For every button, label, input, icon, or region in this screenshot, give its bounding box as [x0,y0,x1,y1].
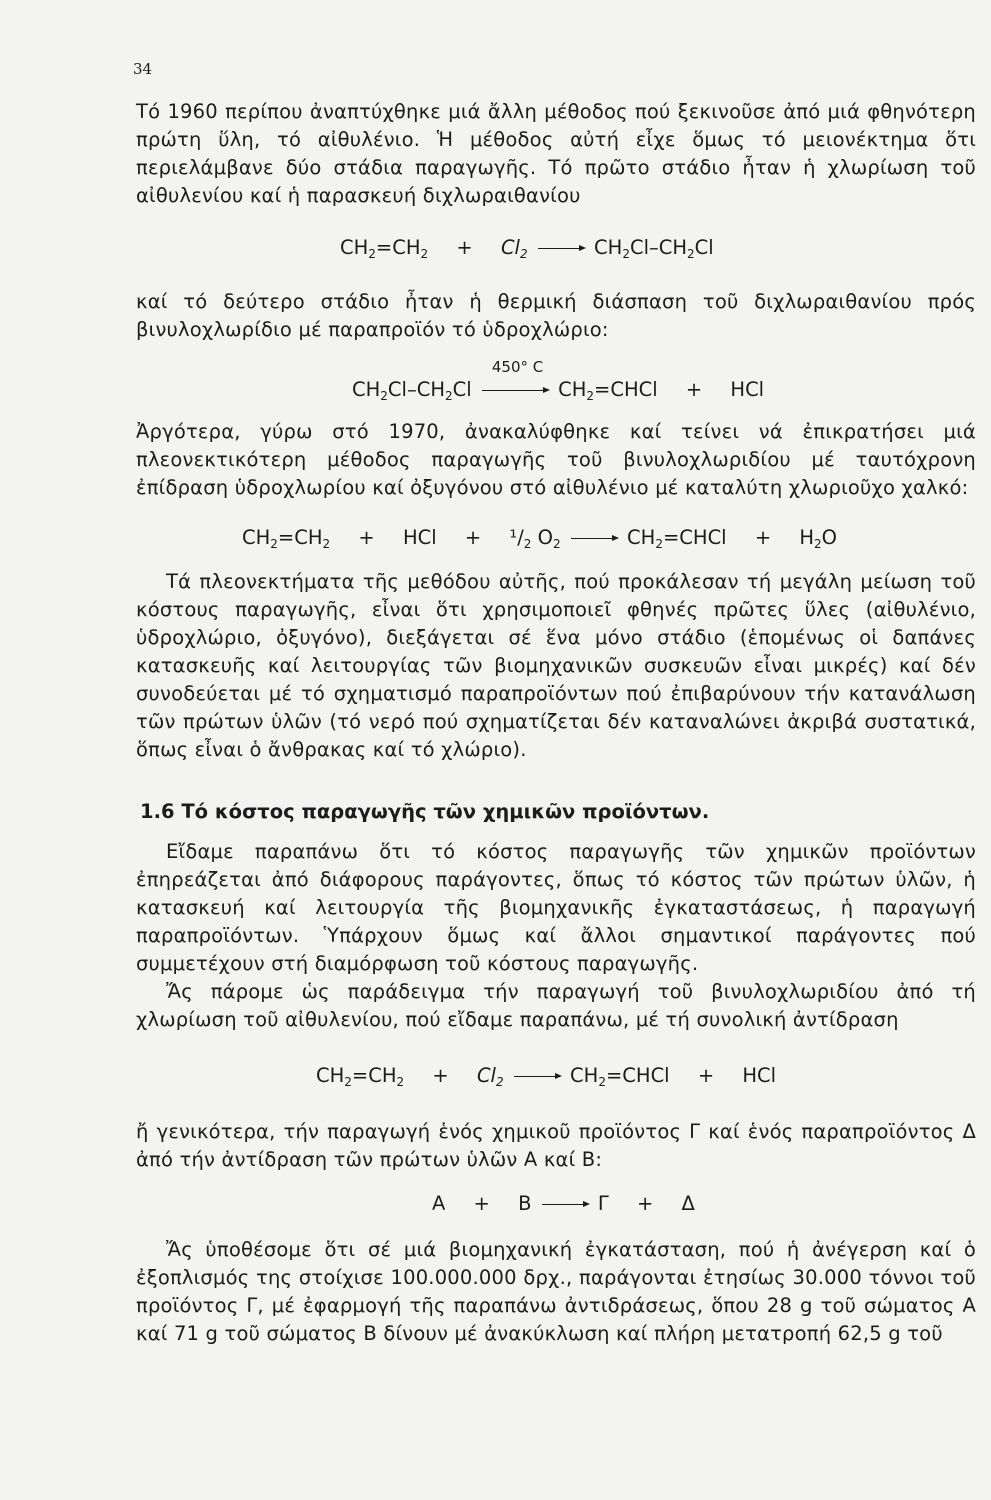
eq5-plus-2: + [636,1192,654,1215]
eq4-reactant-chlorine: $Cl_2$ [476,1064,504,1089]
equation-general [432,1192,695,1215]
equation-pyrolysis [352,358,765,403]
eq2-product-vinyl-chloride: $CH_2=CHCl$ [558,378,658,403]
eq5-product-d: Δ [681,1192,695,1215]
eq3-arrow-icon [571,538,617,539]
eq3-product-water: $H_2O$ [799,526,838,551]
equation-chlorination [340,236,714,261]
eq5-arrow-icon [542,1204,588,1205]
eq2-arrow-group [478,358,552,401]
eq3-reactant-ethylene: $CH_2=CH_2$ [242,526,331,551]
eq5-product-c: Γ [597,1192,609,1215]
eq1-product: $CH_2Cl-CH_2Cl$ [594,236,714,261]
eq5-reactant-b: Β [518,1192,532,1215]
eq5-plus-1: + [473,1192,490,1215]
eq2-plus: + [685,378,703,401]
eq3-plus-3: + [754,526,772,549]
eq4-reactant-ethylene: $CH_2=CH_2$ [316,1064,405,1089]
section-heading: 1.6 Τό κόστος παραγωγῆς τῶν χημικῶν προϊόντων. [140,800,710,823]
paragraph-4: Τά πλεονεκτήματα τῆς μεθόδου αὐτῆς, πού προκάλεσαν τή μεγάλη μείωση τοῦ κόστους παραγωγῆς, εἶναι ὅτι χρησιμοποιεῖ φθηνές πρῶτες ὕλες (αἰθυλένιο, ὑδροχλώριο, ὀξυγόνο), διεξάγεται σέ ἕνα μόνο στάδιο (ἑπομένως οἱ δαπάνες κατασκευῆς καί λειτουργίας τῶν βιομηχανικῶν συσκευῶν εἶναι μικρές) καί δέν συνοδεύεται μέ τό σχηματισμό παραπροϊόντων πού ἐπιβαρύνουν τήν κατανάλωση τῶν πρώτων ὑλῶν (τό νερό πού σχηματίζεται δέν καταναλώνει ἀκριβά συστατικά, ὅπως εἶναι ὁ ἄνθρακας καί τό χλώριο). [136,570,976,761]
paragraph-1: Τό 1960 περίπου ἀναπτύχθηκε μιά ἄλλη μέθοδος πού ξεκινοῦσε ἀπό μιά φθηνότερη πρώτη ὕλη, τό αἰθυλένιο. Ἡ μέθοδος αὐτή εἶχε ὅμως τό μειονέκτημα ὅτι περιελάμβανε δύο στάδια παραγωγῆς. Τό πρῶτο στάδιο ἦταν ἡ χλωρίωση τοῦ αἰθυλενίου καί ἡ παρασκευή διχλωραιθανίου [136,100,976,207]
eq4-plus-2: + [697,1064,715,1087]
eq4-arrow-icon [514,1076,560,1077]
paragraph-3: Ἀργότερα, γύρω στό 1970, ἀνακαλύφθηκε καί τείνει νά ἐπικρατήσει μιά πλεονεκτικότερη μέθοδος παραγωγῆς τοῦ βινυλοχλωριδίου μέ ταυτόχρονη ἐπίδραση ὑδροχλωρίου καί ὀξυγόνου στό αἰθυλένιο μέ καταλύτη χλωριοῦχο χαλκό: [136,420,976,499]
eq2-arrow-icon [482,390,548,391]
page-number: 34 [133,60,153,78]
paragraph-7: ἤ γενικότερα, τήν παραγωγή ἑνός χημικοῦ προϊόντος Γ καί ἑνός παραπροϊόντος Δ ἀπό τήν ἀντίδραση τῶν πρώτων ὑλῶν Α καί Β: [136,1120,976,1171]
equation-oxychlorination [242,526,837,551]
eq1-reactant-ethylene: $CH_2=CH_2$ [340,236,429,261]
eq3-product-vinyl-chloride: $CH_2=CHCl$ [627,526,727,551]
equation-overall [316,1064,776,1089]
eq3-plus-2: + [464,526,482,549]
paragraph-5: Εἴδαμε παραπάνω ὅτι τό κόστος παραγωγῆς τῶν χημικῶν προϊόντων ἐπηρεάζεται ἀπό διάφορους παράγοντες, ὅπως τό κόστος τῶν πρώτων ὑλῶν, ἡ κατασκευή καί λειτουργία τῆς βιομηχανικῆς ἐγκαταστάσεως, ἡ παραγωγή παραπροϊόντων. Ὑπάρχουν ὅμως καί ἄλλοι σημαντικοί παράγοντες πού συμμετέχουν στή διαμόρφωση τοῦ κόστους παραγωγῆς. [136,840,976,975]
paragraph-8: Ἄς ὑποθέσομε ὅτι σέ μιά βιομηχανική ἐγκατάσταση, πού ἡ ἀνέγερση καί ὁ ἐξοπλισμός της στοίχισε 100.000.000 δρχ., παράγονται ἐτησίως 30.000 τόννοι τοῦ προϊόντος Γ, μέ ἐφαρμογή τῆς παραπάνω ἀντιδράσεως, ὅπου 28 g τοῦ σώματος Α καί 71 g τοῦ σώματος Β δίνουν μέ ἀνακύκλωση καί πλήρη μετατροπή 62,5 g τοῦ [136,1238,976,1345]
eq2-reactant: $CH_2Cl-CH_2Cl$ [352,378,472,403]
paragraph-2: καί τό δεύτερο στάδιο ἦταν ἡ θερμική διάσπαση τοῦ διχλωραιθανίου πρός βινυλοχλωρίδιο μέ παραπροϊόν τό ὑδροχλώριο: [136,290,976,341]
eq2-condition: 450° C [491,358,544,376]
eq3-reactant-oxygen: $^1/_2$ $O_2$ [509,526,561,551]
paragraph-6: Ἄς πάρομε ὡς παράδειγμα τήν παραγωγή τοῦ βινυλοχλωριδίου ἀπό τή χλωρίωση τοῦ αἰθυλενίου, πού εἴδαμε παραπάνω, μέ τή συνολική ἀντίδραση [136,980,976,1031]
eq5-reactant-a: Α [432,1192,446,1215]
eq4-product-hcl: HCl [742,1064,777,1087]
eq1-reactant-chlorine: $Cl_2$ [500,236,528,261]
eq4-plus-1: + [432,1064,449,1087]
eq3-reactant-hcl: HCl [402,526,437,549]
eq3-plus-1: + [358,526,375,549]
eq4-product-vinyl-chloride: $CH_2=CHCl$ [570,1064,670,1089]
eq1-arrow-icon [538,248,584,249]
eq2-product-hcl: HCl [730,378,765,401]
eq1-plus: + [456,236,473,259]
